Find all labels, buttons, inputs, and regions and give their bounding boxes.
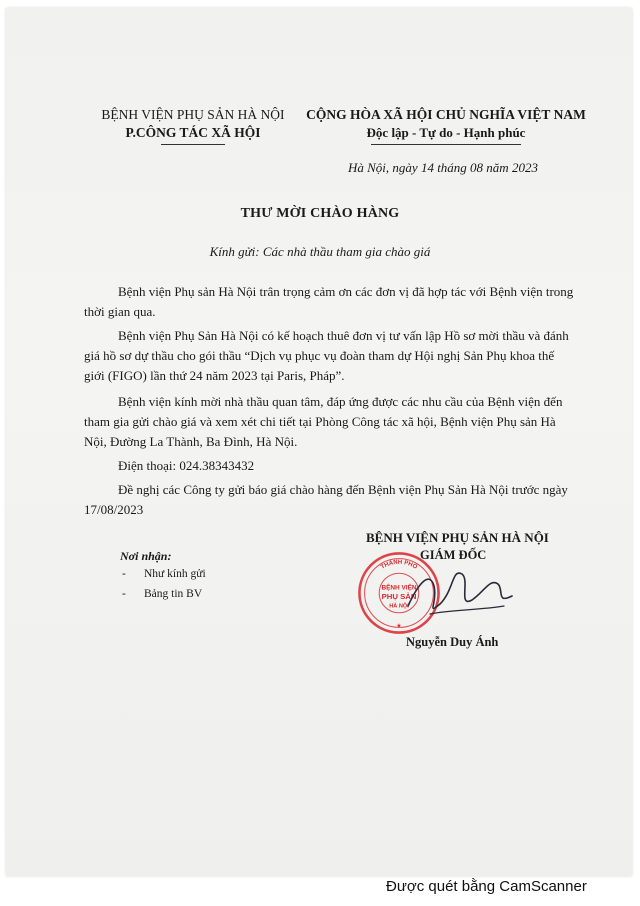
stamp-text-top: THÀNH PHỐ	[380, 559, 418, 571]
recipient-item: - Bảng tin BV	[122, 588, 203, 600]
paragraph-5	[84, 480, 590, 520]
paragraph-line: giới (FIGO) lần thứ 24 năm 2023 tại Paris, Pháp”.	[84, 368, 345, 383]
paragraph-line: Bệnh viện kính mời nhà thầu quan tâm, đáp ứng được các nhu cầu của Bệnh viện đến	[118, 394, 563, 409]
header-left-underline	[161, 144, 225, 145]
signer-name: Nguyễn Duy Ánh	[406, 635, 499, 649]
paragraph-1	[84, 282, 590, 322]
phone-paragraph	[84, 456, 590, 476]
header-right-underline	[371, 144, 521, 145]
paragraph-line: Bệnh viện Phụ sản Hà Nội trân trọng cảm ơn các đơn vị đã hợp tác với Bệnh viện trong	[118, 284, 574, 299]
department-name: P.CÔNG TÁC XÃ HỘI	[125, 125, 261, 140]
paragraph-line: giá hồ sơ dự thầu cho gói thầu “Dịch vụ phục vụ đoàn tham dự Hội nghị Sản Phụ khoa thế	[84, 348, 555, 363]
paragraph-3	[84, 392, 590, 452]
scanner-watermark: Được quét bằng CamScanner	[386, 878, 587, 895]
national-motto: Độc lập - Tự do - Hạnh phúc	[366, 125, 526, 140]
document-title: THƯ MỜI CHÀO HÀNG	[240, 206, 400, 221]
paragraph-line: Đề nghị các Công ty gửi báo giá chào hàng đến Bệnh viện Phụ Sản Hà Nội trước ngày	[118, 482, 568, 497]
national-title: CỘNG HÒA XÃ HỘI CHỦ NGHĨA VIỆT NAM	[306, 107, 586, 122]
recipient-item-label: Bảng tin BV	[144, 588, 203, 600]
stamp-star-icon: ★	[396, 623, 402, 630]
recipient-item-label: Như kính gửi	[144, 568, 206, 580]
recipient-item: - Như kính gửi	[122, 568, 206, 580]
paragraph-line: tham gia gửi chào giá và xem xét chi tiết tại Phòng Công tác xã hội, Bệnh viện Phụ sản Hà	[84, 414, 556, 429]
paragraph-2	[84, 326, 590, 386]
paragraph-line: Nội, Đường La Thành, Ba Đình, Hà Nội.	[84, 434, 298, 449]
stamp-text-mid1: BỆNH VIỆN	[381, 584, 417, 592]
signature-role: GIÁM ĐỐC	[420, 548, 487, 562]
greeting-line: Kính gửi: Các nhà thầu tham gia chào giá	[209, 244, 431, 259]
header-left	[90, 106, 296, 145]
recipients-title: Nơi nhận:	[120, 549, 172, 563]
header-right	[300, 106, 592, 145]
paragraph-line: 17/08/2023	[84, 502, 144, 517]
stamp-text-bottom: HÀ NỘI	[389, 603, 409, 610]
handwritten-signature	[400, 560, 520, 630]
date-line: Hà Nội, ngày 14 tháng 08 năm 2023	[348, 160, 538, 175]
stamp-text-mid2: PHỤ SẢN	[381, 592, 417, 602]
phone-number: Điện thoại: 024.38343432	[118, 458, 255, 473]
hospital-name: BỆNH VIỆN PHỤ SẢN HÀ NỘI	[101, 107, 285, 122]
paragraph-line: Bệnh viện Phụ Sản Hà Nội có kế hoạch thuê đơn vị tư vấn lập Hồ sơ mời thầu và đánh	[118, 328, 569, 343]
signature-organization: BỆNH VIỆN PHỤ SẢN HÀ NỘI	[366, 530, 549, 545]
paragraph-line: thời gian qua.	[84, 304, 156, 319]
